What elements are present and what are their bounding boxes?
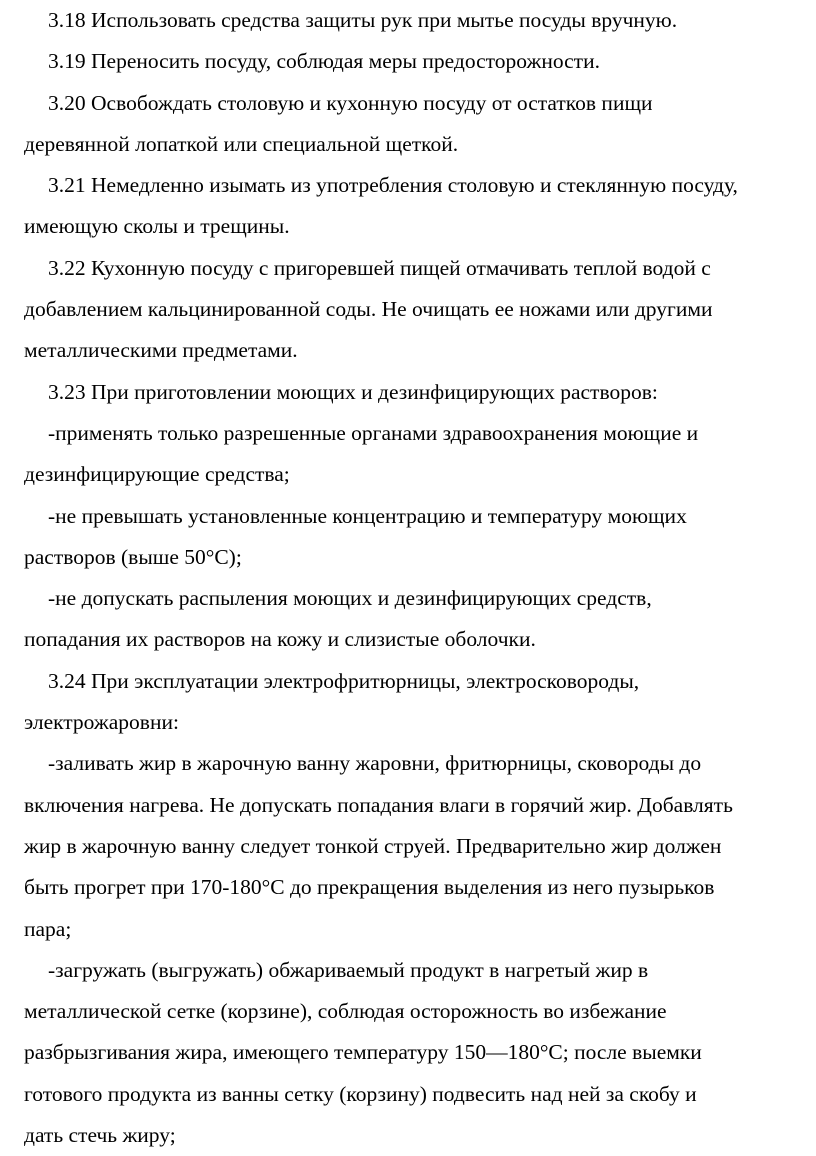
paragraph-line: дать стечь жиру; xyxy=(24,1123,176,1148)
paragraph-first-line: 3.21 Немедленно изымать из употребления столовую и стеклянную посуду, xyxy=(48,173,738,198)
paragraph-line: добавлением кальцинированной соды. Не очищать ее ножами или другими xyxy=(24,297,713,322)
paragraph xyxy=(24,83,816,166)
paragraph-line: дезинфицирующие средства; xyxy=(24,462,290,487)
paragraph xyxy=(24,496,816,579)
paragraph xyxy=(24,372,816,413)
paragraph-line: включения нагрева. Не допускать попадания влаги в горячий жир. Добавлять xyxy=(24,792,733,817)
paragraph xyxy=(24,165,816,248)
paragraph-line: разбрызгивания жира, имеющего температуру 150—180°С; после выемки xyxy=(24,1040,702,1065)
paragraph-first-line: -заливать жир в жарочную ванну жаровни, фритюрницы, сковороды до xyxy=(48,751,702,776)
paragraph-line: электрожаровни: xyxy=(24,710,179,735)
paragraph xyxy=(24,248,816,372)
paragraph-line: пара; xyxy=(24,916,72,941)
paragraph-first-line: 3.22 Кухонную посуду с пригоревшей пищей отмачивать теплой водой с xyxy=(48,255,711,280)
paragraph xyxy=(24,413,816,496)
paragraph-first-line: -не допускать распыления моющих и дезинфицирующих средств, xyxy=(48,586,652,611)
paragraph xyxy=(24,578,816,661)
paragraph xyxy=(24,0,816,41)
paragraph-first-line: 3.18 Использовать средства защиты рук при мытье посуды вручную. xyxy=(48,8,678,32)
paragraph-line: жир в жарочную ванну следует тонкой струей. Предварительно жир должен xyxy=(24,833,722,858)
document-body xyxy=(24,0,816,1156)
paragraph-first-line: -не превышать установленные концентрацию и температуру моющих xyxy=(48,503,687,528)
paragraph-line: попадания их растворов на кожу и слизистые оболочки. xyxy=(24,627,536,652)
paragraph-first-line: 3.24 При эксплуатации электрофритюрницы, электросковороды, xyxy=(48,668,640,693)
paragraph xyxy=(24,950,816,1156)
paragraph-line: имеющую сколы и трещины. xyxy=(24,214,290,239)
paragraph-first-line: 3.20 Освобождать столовую и кухонную посуду от остатков пищи xyxy=(48,90,653,115)
paragraph-line: растворов (выше 50°С); xyxy=(24,544,242,569)
paragraph-line: металлической сетке (корзине), соблюдая осторожность во избежание xyxy=(24,999,667,1024)
paragraph xyxy=(24,661,816,744)
paragraph-line: деревянной лопаткой или специальной щеткой. xyxy=(24,131,459,156)
paragraph-line: готового продукта из ванны сетку (корзину) подвесить над ней за скобу и xyxy=(24,1081,697,1106)
paragraph-first-line: -применять только разрешенные органами здравоохранения моющие и xyxy=(48,420,699,445)
paragraph-first-line: 3.23 При приготовлении моющих и дезинфицирующих растворов: xyxy=(48,379,658,404)
paragraph-line: металлическими предметами. xyxy=(24,338,298,363)
paragraph-line: быть прогрет при 170-180°С до прекращения выделения из него пузырьков xyxy=(24,875,715,900)
document-page xyxy=(24,0,816,1156)
paragraph xyxy=(24,743,816,949)
paragraph-first-line: 3.19 Переносить посуду, соблюдая меры предосторожности. xyxy=(48,49,600,74)
paragraph-first-line: -загружать (выгружать) обжариваемый продукт в нагретый жир в xyxy=(48,957,649,982)
paragraph xyxy=(24,41,816,82)
